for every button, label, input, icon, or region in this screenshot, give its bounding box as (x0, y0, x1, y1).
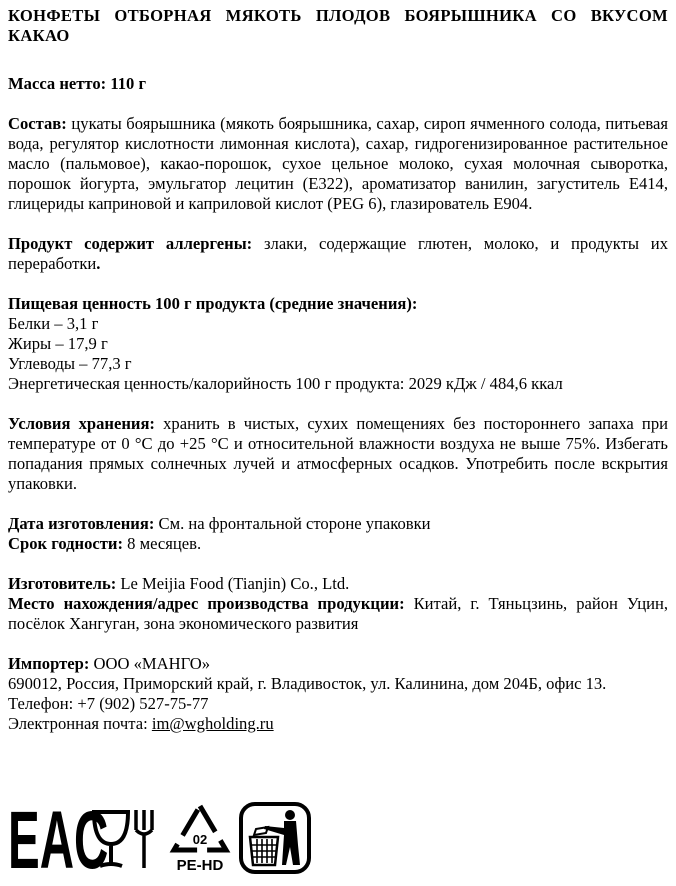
nutrition: Пищевая ценность 100 г продукта (средние значения): Белки – 3,1 г Жиры – 17,9 г Углеводы – 77,3 г Энергетическая ценность/калорийность 100 г продукта: 2029 кДж / 484,6 ккал (8, 294, 563, 393)
storage-conditions: Условия хранения: хранить в чистых, сухих помещениях без постороннего запаха при температуре от 0 °С до +25 °С и относительной влажности воздуха не выше 75%. Избегать попадания прямых солнечных лучей и атмосферных осадков. Употребить после вскрытия упаковки. (8, 414, 668, 493)
svg-text:02: 02 (192, 832, 208, 847)
certification-icons (8, 794, 312, 886)
food-contact-icon (88, 802, 162, 874)
allergens: Продукт содержит аллергены: злаки, содержащие глютен, молоко, и продукты их переработки. (8, 234, 668, 273)
email-link[interactable]: im@wgholding.ru (151, 714, 274, 733)
svg-text:PE-HD: PE-HD (176, 857, 224, 874)
composition: Состав: цукаты боярышника (мякоть боярышника, сахар, сироп ячменного солода, питьевая вода, регулятор кислотности лимонная кислота), сахар, гидрогенизированное растительное масло (пальмовое), какао-порошок, сухое цельное молоко, сухая молочная сыворотка, порошок йогурта, эмульгатор лецитин (E322), ароматизатор ванилин, загуститель E414, глицериды каприновой и каприловой кислот (PEG 6), глазирователь E904. (8, 114, 668, 213)
recycle-pe-hd-icon (168, 800, 232, 876)
trash-bin-icon (238, 801, 312, 875)
dates: Дата изготовления: См. на фронтальной стороне упаковки Срок годности: 8 месяцев. (8, 514, 431, 553)
eac-text: EAC (8, 794, 109, 886)
eac-icon (8, 794, 109, 886)
importer: Импортер: ООО «МАНГО» 690012, Россия, Приморский край, г. Владивосток, ул. Калинина, дом 204Б, офис 13. Телефон: +7 (902) 527-75-77 Электронная почта: im@wgholding.ru (8, 654, 607, 733)
net-weight: Масса нетто: 110 г (8, 74, 146, 93)
product-title: КОНФЕТЫ ОТБОРНАЯ МЯКОТЬ ПЛОДОВ БОЯРЫШНИКА СО ВКУСОМ КАКАО (8, 6, 668, 45)
manufacturer: Изготовитель: Le Meijia Food (Tianjin) Co., Ltd. Место нахождения/адрес производства продукции: Китай, г. Тяньцзинь, район Уцин, посёлок Хангуган, зона экономического развития (8, 574, 669, 633)
